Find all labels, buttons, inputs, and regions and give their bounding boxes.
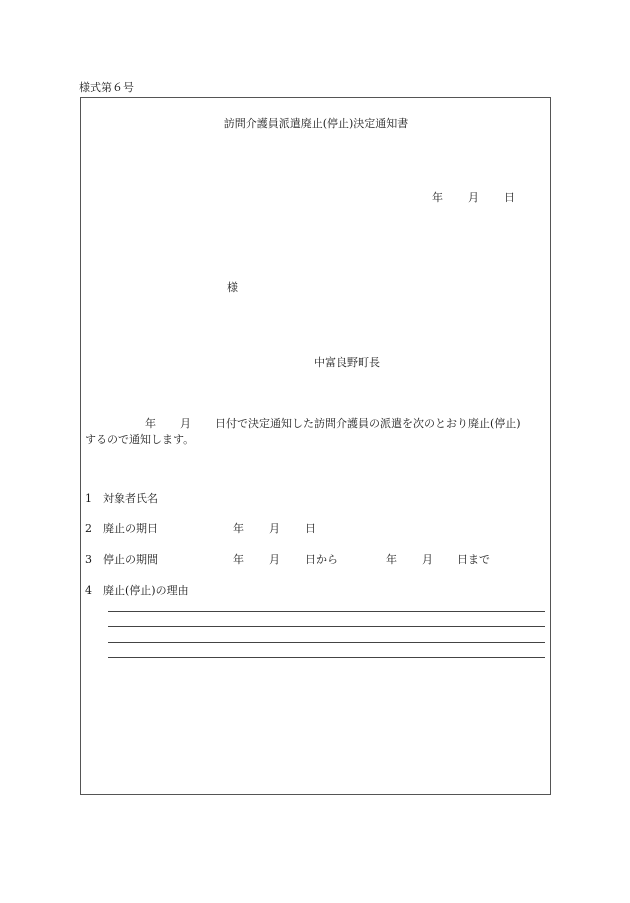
item-3-label: 停止の期間 (103, 553, 158, 566)
item-2-label: 廃止の期日 (103, 522, 158, 535)
item-3-month2: 月 (422, 553, 433, 566)
issue-date-month: 月 (468, 191, 479, 204)
addressee-honorific: 様 (227, 281, 238, 294)
body-year: 年 (145, 417, 156, 430)
item-4-label: 廃止(停止)の理由 (103, 584, 189, 597)
item-2-day: 日 (305, 522, 316, 535)
item-3-until: 日まで (457, 553, 490, 566)
item-4-number: 4 (85, 584, 92, 597)
reason-line (108, 611, 545, 612)
item-3-number: 3 (85, 553, 92, 566)
item-3-year: 年 (233, 553, 244, 566)
issue-date-year: 年 (432, 191, 443, 204)
reason-line (108, 626, 545, 627)
body-line1-text: 日付で決定通知した訪問介護員の派遣を次のとおり廃止(停止) (215, 417, 521, 430)
item-2-year: 年 (233, 522, 244, 535)
item-2-number: 2 (85, 522, 92, 535)
body-month: 月 (180, 417, 191, 430)
issue-date-day: 日 (504, 191, 515, 204)
issuer-name: 中富良野町長 (314, 356, 380, 369)
item-3-year2: 年 (386, 553, 397, 566)
document-title: 訪問介護員派遣廃止(停止)決定通知書 (223, 117, 409, 130)
reason-line (108, 642, 545, 643)
item-3-from: 日から (305, 553, 338, 566)
item-1-label: 対象者氏名 (103, 492, 158, 505)
item-3-month: 月 (269, 553, 280, 566)
item-2-month: 月 (269, 522, 280, 535)
reason-line (108, 657, 545, 658)
item-1-number: 1 (85, 492, 92, 505)
body-line2-text: するので通知します。 (85, 433, 195, 446)
form-number: 様式第６号 (79, 81, 134, 94)
